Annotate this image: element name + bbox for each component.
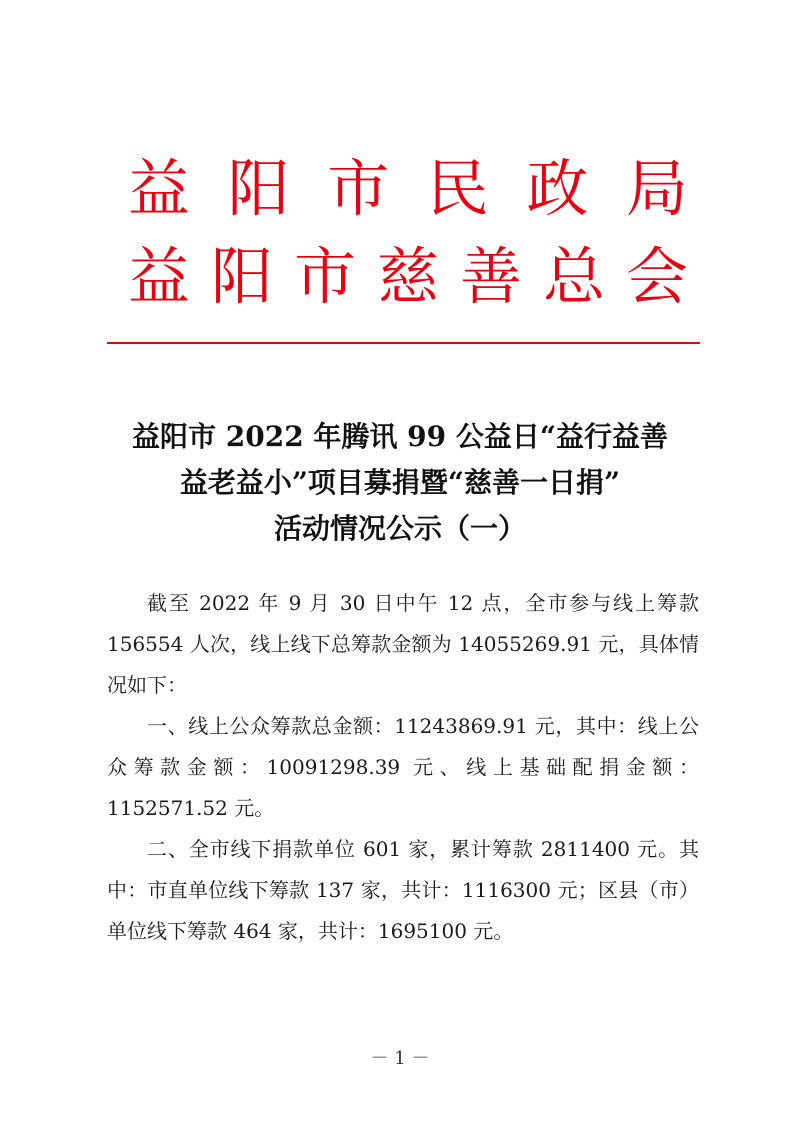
header-char: 总 (543, 240, 606, 313)
header-char: 慈 (377, 240, 440, 313)
header-divider (107, 342, 700, 344)
header-org-charity-federation (128, 240, 689, 313)
title-line: 益阳市 2022 年腾讯 99 公益日“益行益善 (132, 420, 668, 453)
header-char: 阳 (211, 240, 274, 313)
header-char: 民 (426, 152, 489, 225)
header-char: 会 (626, 240, 689, 313)
header-char: 益 (128, 240, 191, 313)
header-char: 益 (128, 152, 191, 225)
header-org-civil-affairs (128, 152, 688, 225)
header-char: 阳 (227, 152, 290, 225)
body-paragraph: 二、全市线下捐款单位 601 家，累计筹款 2811400 元。其中：市直单位线下筹款 137 家，共计：1116300 元；区县（市）单位线下筹款 464 家，共计：1695100 元。 (107, 837, 699, 943)
header-char: 市 (294, 240, 357, 313)
header-char: 市 (327, 152, 390, 225)
header-char: 善 (460, 240, 523, 313)
document-title (100, 414, 700, 552)
header-char: 政 (526, 152, 589, 225)
title-line: 活动情况公示（一） (273, 512, 526, 545)
body-paragraph: 一、线上公众筹款总金额：11243869.91 元，其中：线上公众筹款金额：10091298.39 元、线上基础配捐金额：1152571.52 元。 (107, 714, 699, 820)
page-number: － 1 － (370, 1048, 430, 1069)
body-paragraph: 截至 2022 年 9 月 30 日中午 12 点，全市参与线上筹款 156554 人次，线上线下总筹款金额为 14055269.91 元，具体情况如下： (107, 591, 699, 697)
title-line: 益老益小”项目募捐暨“慈善一日捐” (179, 466, 621, 499)
document-body (107, 583, 699, 952)
header-char: 局 (625, 152, 688, 225)
